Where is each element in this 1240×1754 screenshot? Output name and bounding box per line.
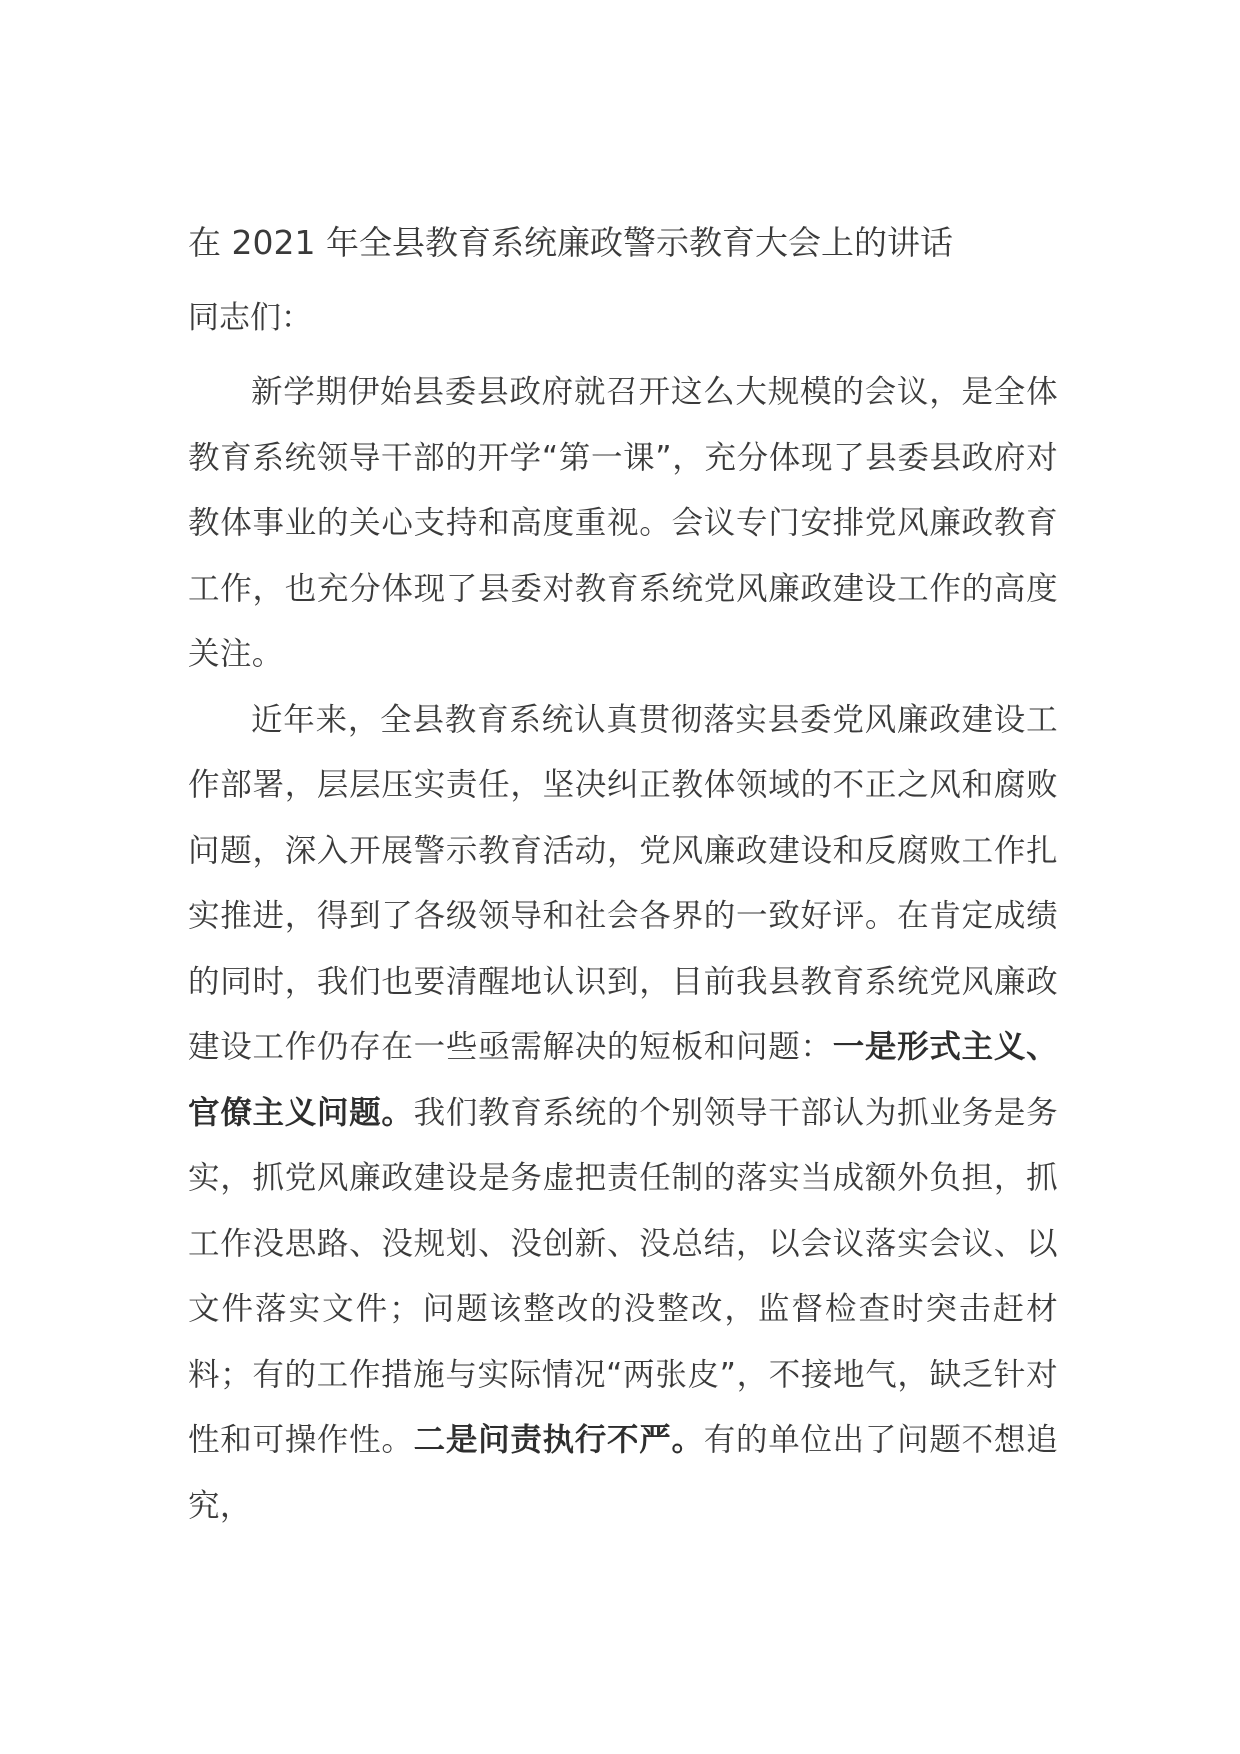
point-two-heading: 二是问责执行不严。 (413, 1422, 704, 1458)
point-one-heading: 一是形式主义、官僚主义问题。 (188, 1029, 1058, 1131)
point-two-body: 有的单位出了问题不想追究， (188, 1422, 1058, 1524)
point-one-body: 我们教育系统的个别领导干部认为抓业务是务实，抓党风廉政建设是务虚把责任制的落实当成额外负担，抓工作没思路、没规划、没创新、没总结，以会议落实会议、以文件落实文件；问题该整改的没整改，监督检查时突击赶材料；有的工作措施与实际情况“两张皮”，不接地气，缺乏针对性和可操作性。 (188, 1094, 1058, 1458)
salutation: 同志们： (188, 300, 312, 336)
problems-intro: 近年来，全县教育系统认真贯彻落实县委党风廉政建设工作部署，层层压实责任，坚决纠正教体领域的不正之风和腐败问题，深入开展警示教育活动，党风廉政建设和反腐败工作扎实推进，得到了各级领导和社会各界的一致好评。在肯定成绩的同时，我们也要清醒地认识到，目前我县教育系统党风廉政建设工作仍存在一些亟需解决的短板和问题： (188, 701, 1058, 1065)
paragraph-opening: 新学期伊始县委县政府就召开这么大规模的会议，是全体教育系统领导干部的开学“第一课”，充分体现了县委县政府对教体事业的关心支持和高度重视。会议专门安排党风廉政教育工作，也充分体现了县委对教育系统党风廉政建设工作的高度关注。 (188, 374, 1058, 672)
document-body (188, 218, 1058, 1539)
paragraph-problems (188, 688, 1058, 1540)
document-title: 在 2021 年全县教育系统廉政警示教育大会上的讲话 (188, 223, 953, 262)
